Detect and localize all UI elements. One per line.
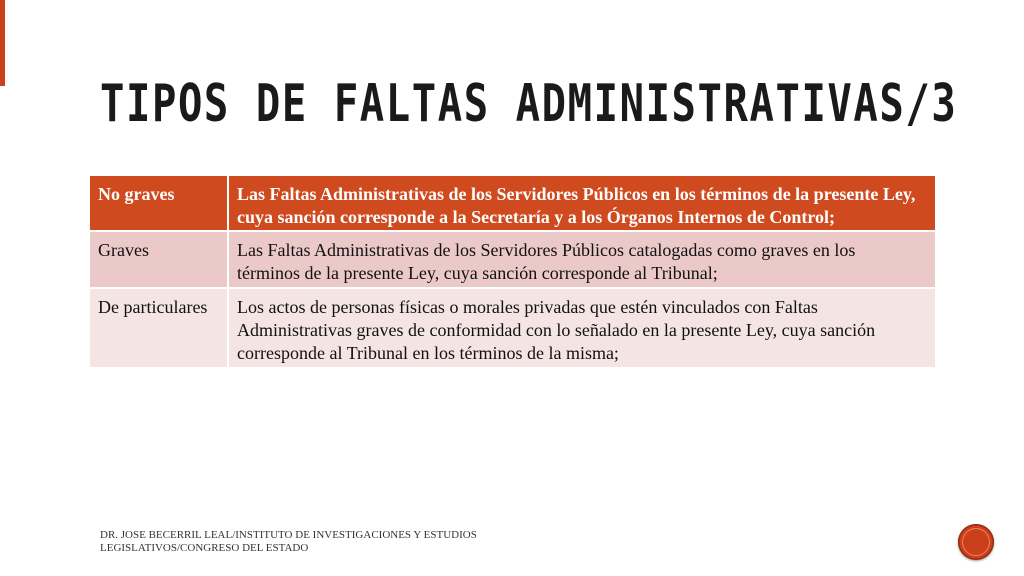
slide-title: TIPOS DE FALTAS ADMINISTRATIVAS/3 — [100, 74, 958, 134]
accent-bar — [0, 0, 5, 86]
table-row-de-particulares — [90, 289, 935, 369]
row-description — [229, 232, 935, 289]
table-row-graves — [90, 232, 935, 289]
faltas-table — [90, 176, 935, 369]
description-line: Las Faltas Administrativas de los Servidores Públicos en los términos de la presente Ley, cuya sanción corresponde a la Secretaría y a los Órganos Internos de Control; — [237, 184, 916, 227]
row-description — [229, 176, 935, 232]
table-row-no-graves — [90, 176, 935, 232]
row-label: No graves — [90, 176, 229, 232]
circle-ring — [962, 528, 990, 556]
slide-number-circle-icon — [958, 524, 994, 560]
row-label: Graves — [90, 232, 229, 289]
description-line: Las Faltas Administrativas de los Servidores Públicos catalogadas como graves en los — [237, 240, 856, 260]
slide-footer: DR. JOSE BECERRIL LEAL/INSTITUTO DE INVESTIGACIONES Y ESTUDIOS LEGISLATIVOS/CONGRESO DEL ESTADO — [100, 529, 477, 554]
description-line: términos de la presente Ley, cuya sanción corresponde al Tribunal; — [237, 263, 718, 283]
row-description — [229, 289, 935, 369]
row-label: De particulares — [90, 289, 229, 369]
description-line: Los actos de personas físicas o morales privadas que estén vinculados con Faltas Administrativas graves de conformidad con lo señalado en la presente Ley, cuya sanción corresponde al Tribunal en los términos de la misma; — [237, 297, 876, 363]
